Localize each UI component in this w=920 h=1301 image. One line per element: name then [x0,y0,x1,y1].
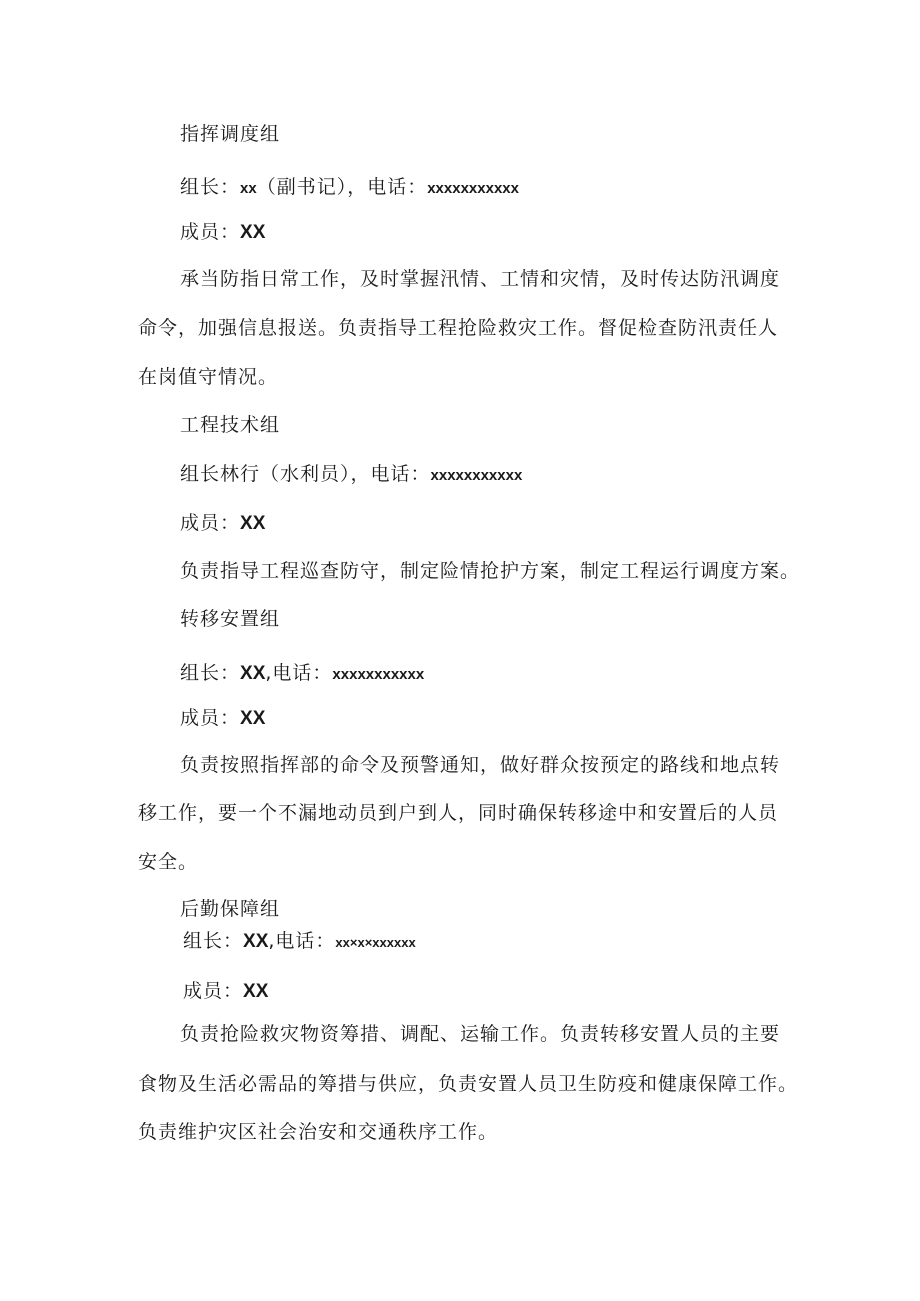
leader-label: 组长： [180,176,241,198]
logistics-duty-line-3: 负责维护灾区社会治安和交通秩序工作。 [138,1121,499,1143]
leader-phone: xxxxxxxxxxx [332,666,425,683]
members-value: XX [240,222,266,243]
command-group-members [180,220,265,245]
engineering-group-title: 工程技术组 [180,414,281,436]
logistics-duty-line-1: 负责抢险救灾物资筹措、调配、运输工作。负责转移安置人员的主要 [180,1023,781,1045]
members-value: XX [240,513,266,534]
engineering-duty-line-1: 负责指导工程巡查防守，制定险情抢护方案，制定工程运行调度方案。 [180,560,801,582]
command-duty-line-2: 命令，加强信息报送。负责指导工程抢险救灾工作。督促检查防汛责任人 [138,317,779,339]
leader-phone: xxxxxxxxxxx [427,180,519,197]
phone-label: ,电话： [268,930,336,952]
leader-phone: xx×x×xxxxxx [335,935,416,950]
relocation-group-leader [180,661,424,687]
engineering-group-members [180,511,265,536]
command-group-leader [180,175,519,201]
members-value: XX [240,708,266,729]
command-group-title: 指挥调度组 [180,123,281,145]
relocation-group-members [180,706,265,731]
members-label: 成员： [180,707,241,729]
logistics-duty-line-2: 食物及生活必需品的筹措与供应，负责安置人员卫生防疫和健康保障工作。 [138,1073,799,1095]
logistics-group-leader [183,929,416,955]
command-duty-line-3: 在岗值守情况。 [138,366,279,388]
leader-name: XX [243,931,269,952]
members-value: XX [243,981,269,1002]
engineering-group-leader [180,462,522,488]
relocation-duty-line-3: 安全。 [138,851,199,873]
logistics-group-members [183,979,268,1004]
leader-role: （副书记），电话： [256,176,428,198]
command-duty-line-1: 承当防指日常工作，及时掌握汛情、工情和灾情，及时传达防汛调度 [180,268,781,290]
leader-label: 组长： [183,930,244,952]
members-label: 成员： [183,980,244,1002]
leader-phone: xxxxxxxxxxx [430,467,523,484]
leader-name: xx [240,180,257,197]
leader-label: 组长： [180,662,241,684]
members-label: 成员： [180,221,241,243]
members-label: 成员： [180,512,241,534]
relocation-group-title: 转移安置组 [180,608,281,630]
phone-label: ,电话： [265,662,333,684]
relocation-duty-line-1: 负责按照指挥部的命令及预警通知，做好群众按预定的路线和地点转 [180,754,781,776]
logistics-group-title: 后勤保障组 [180,898,281,920]
relocation-duty-line-2: 移工作，要一个不漏地动员到户到人，同时确保转移途中和安置后的人员 [138,802,779,824]
leader-name: XX [240,663,266,684]
leader-text: 组长林行（水利员），电话： [180,463,431,485]
